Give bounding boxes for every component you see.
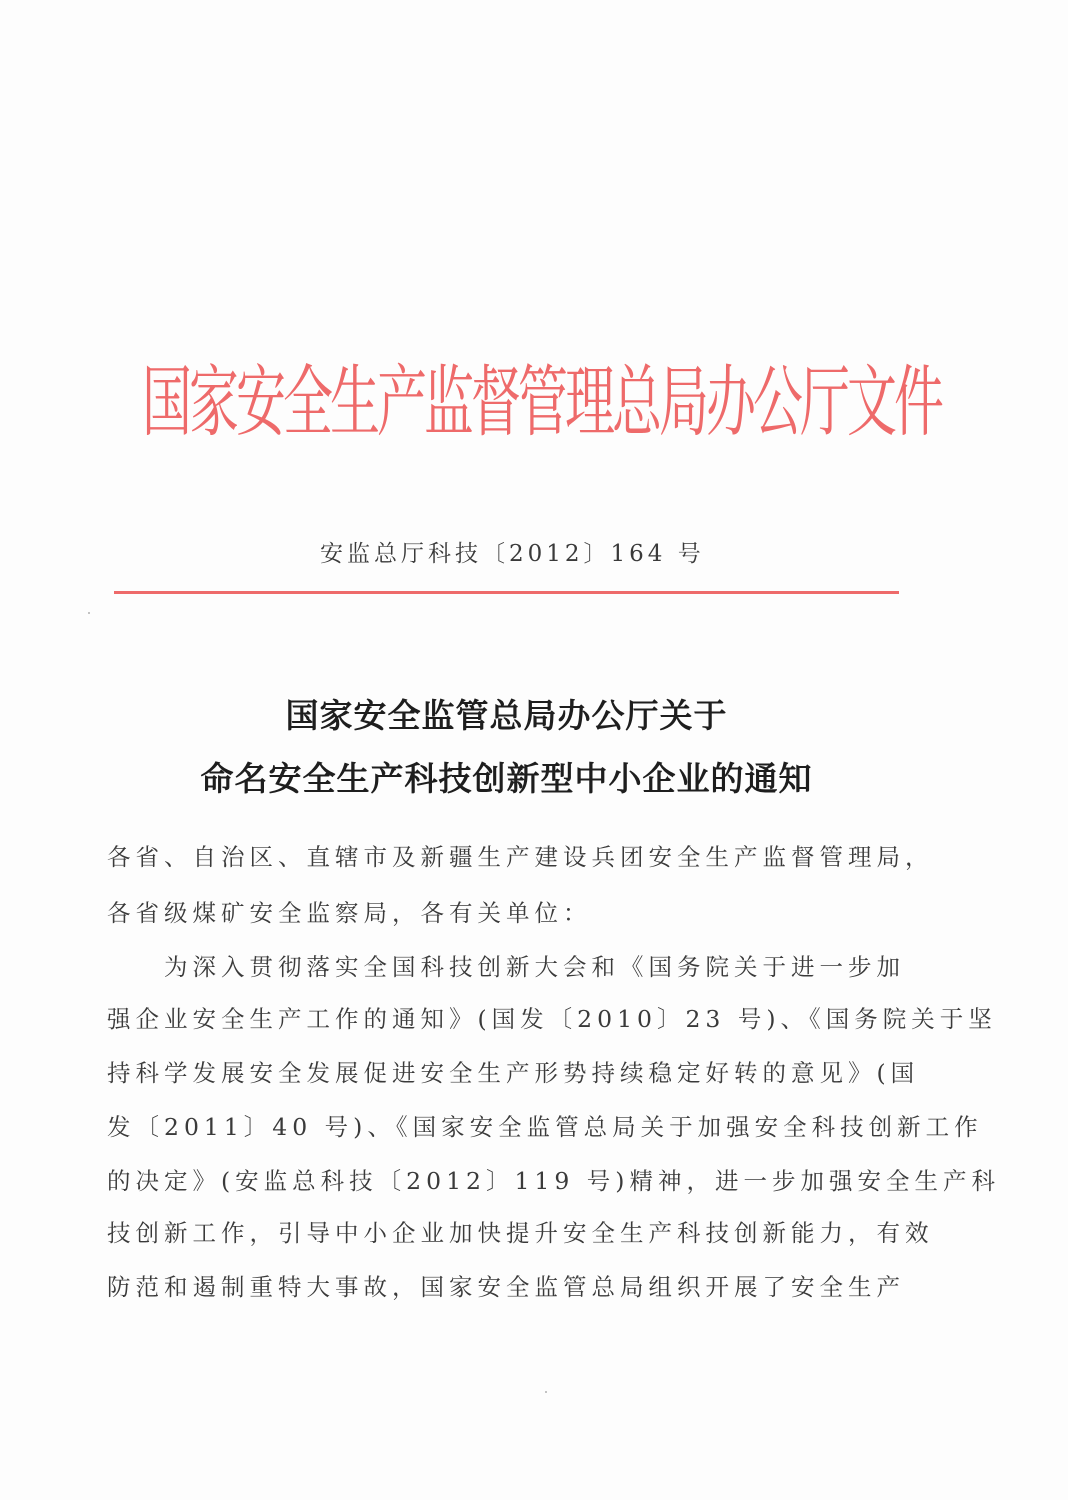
scan-speck: [545, 1391, 547, 1393]
document-number: 安监总厅科技〔2012〕164 号: [320, 541, 705, 567]
body-line-2: 强企业安全生产工作的通知》(国发〔2010〕23 号)、《国务院关于坚: [107, 1005, 997, 1033]
addressee-line-2: 各省级煤矿安全监察局，各有关单位：: [107, 899, 592, 927]
body-line-3: 持科学发展安全发展促进安全生产形势持续稳定好转的意见》(国: [107, 1059, 920, 1087]
body-line-1: 为深入贯彻落实全国科技创新大会和《国务院关于进一步加: [107, 953, 905, 981]
notice-title-line-2: 命名安全生产科技创新型中小企业的通知: [200, 759, 813, 798]
body-line-5: 的决定》(安监总科技〔2012〕119 号)精神，进一步加强安全生产科: [107, 1167, 1000, 1195]
body-line-4: 发〔2011〕40 号)、《国家安全监管总局关于加强安全科技创新工作: [107, 1113, 983, 1141]
body-line-7: 防范和遏制重特大事故，国家安全监管总局组织开展了安全生产: [107, 1273, 905, 1301]
red-divider-line: [114, 591, 899, 594]
masthead-title: 国家安全生产监督管理总局办公厅文件: [142, 357, 941, 447]
scan-speck: [88, 612, 90, 614]
body-line-6: 技创新工作，引导中小企业加快提升安全生产科技创新能力，有效: [107, 1219, 934, 1247]
addressee-line-1: 各省、自治区、直辖市及新疆生产建设兵团安全生产监督管理局，: [107, 843, 934, 871]
notice-title-line-1: 国家安全监管总局办公厅关于: [285, 696, 728, 735]
